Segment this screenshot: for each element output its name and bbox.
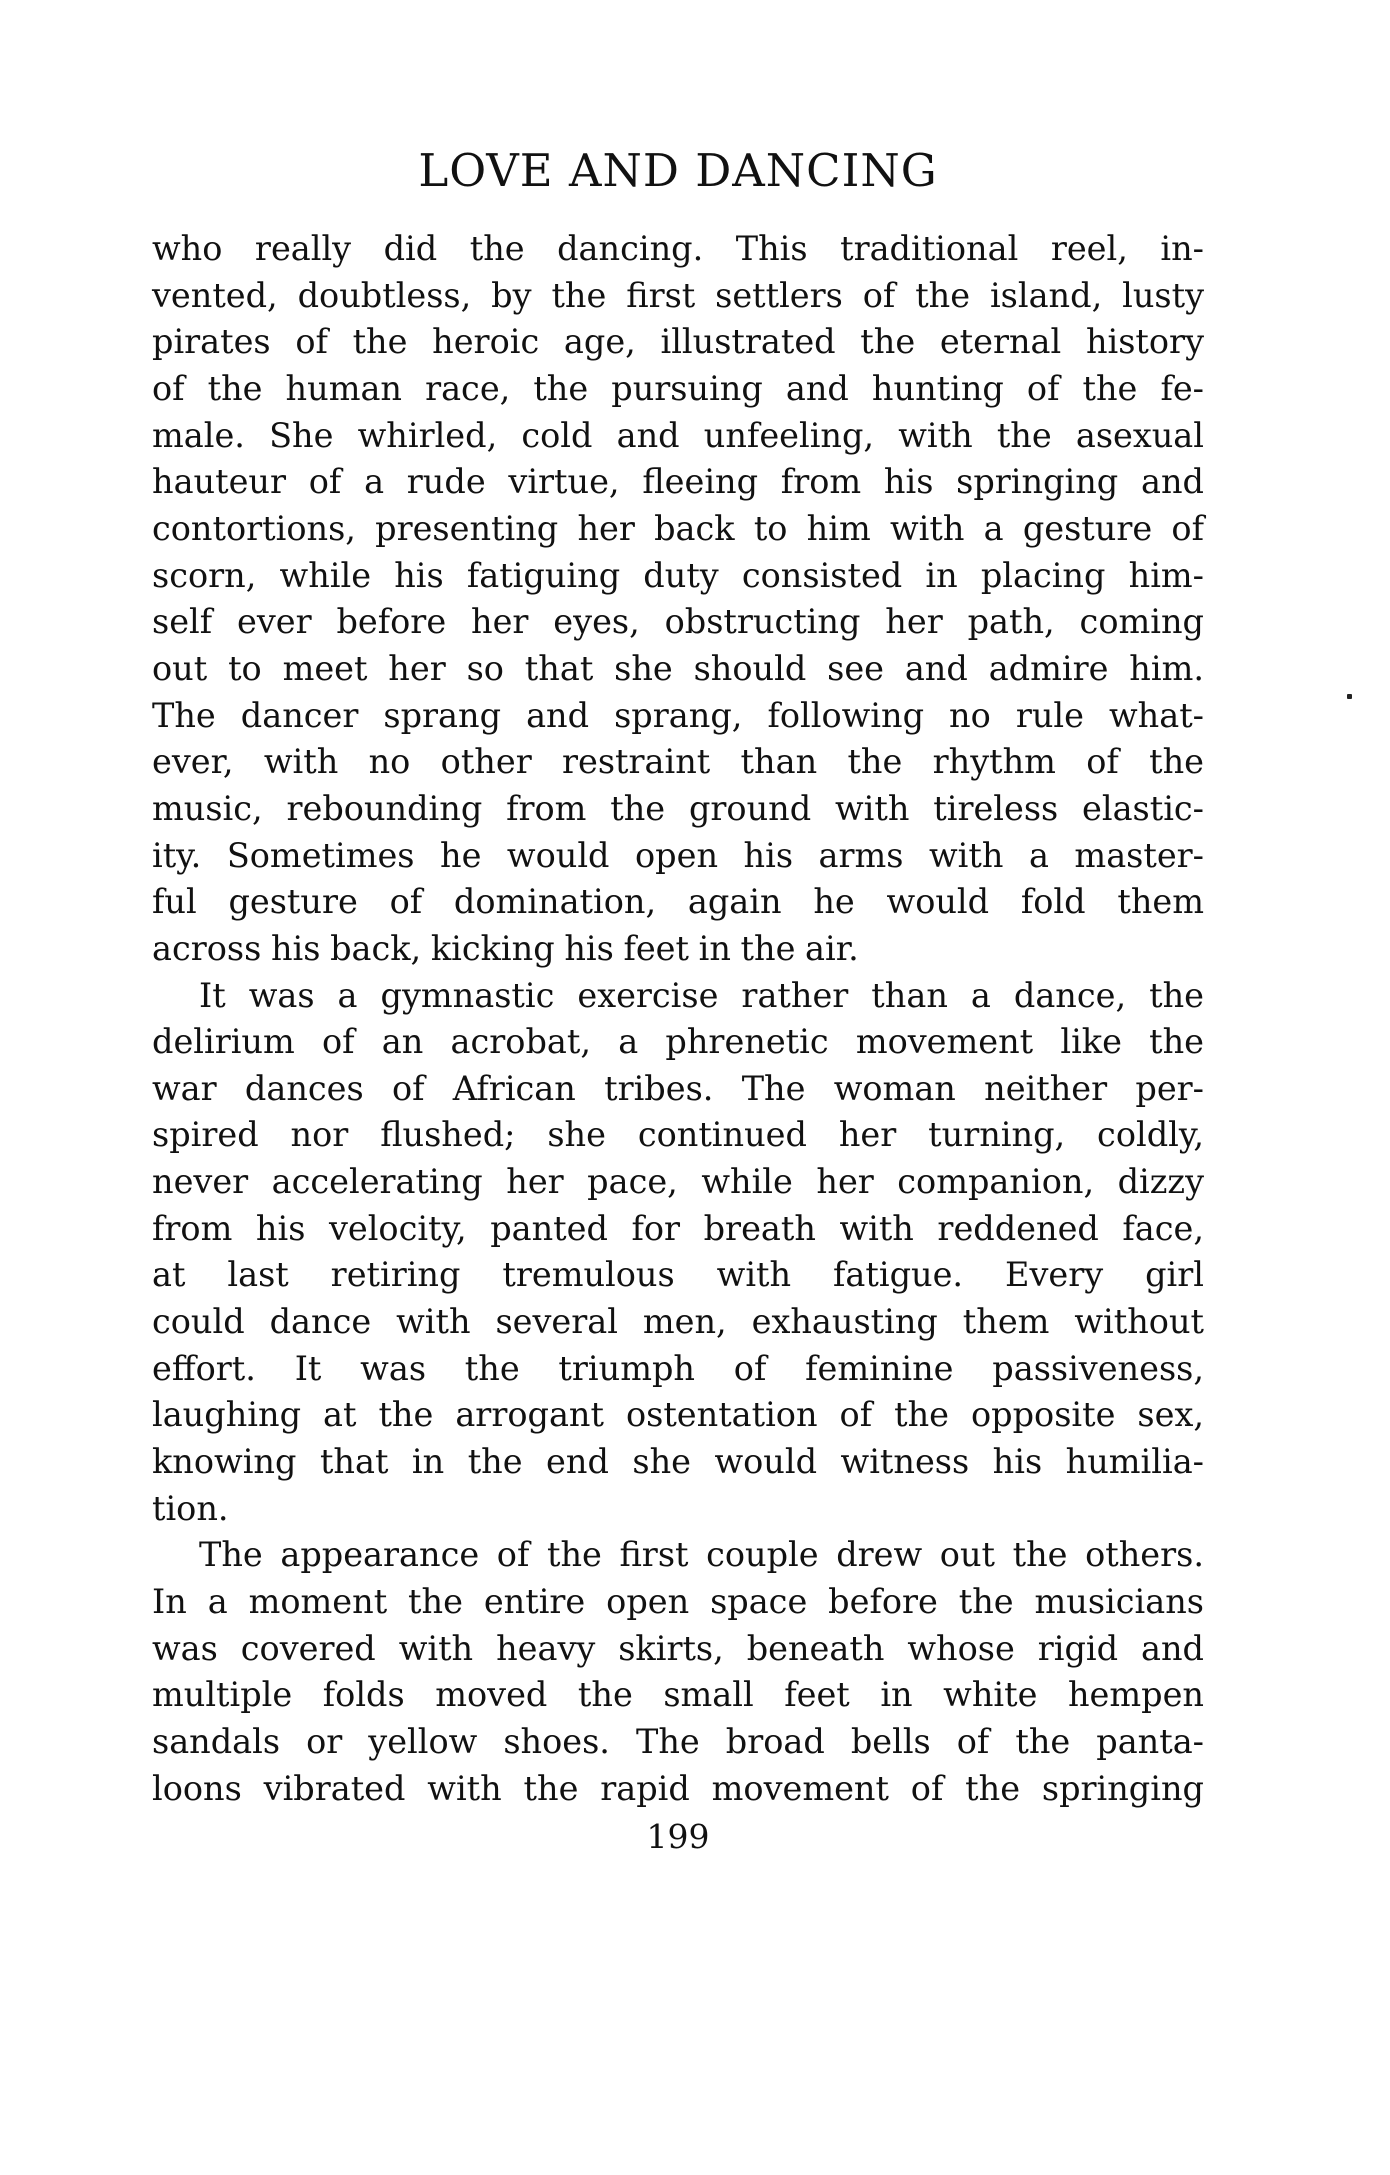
text-line: knowing that in the end she would witness his humilia- [152,1442,1204,1482]
text-line: pirates of the heroic age, illustrated the eternal history [152,322,1204,362]
text-line: effort. It was the triumph of feminine passiveness, [152,1348,1204,1388]
text-line: In a moment the entire open space before the musicians [152,1582,1204,1622]
text-line: delirium of an acrobat, a phrenetic movement like the [152,1022,1204,1062]
text-line: war dances of African tribes. The woman neither per- [152,1068,1204,1108]
text-line: hauteur of a rude virtue, fleeing from his springing and [152,462,1204,502]
text-line: scorn, while his fatiguing duty consisted in placing him- [152,555,1204,595]
text-line: The appearance of the first couple drew out the others. [199,1535,1204,1575]
text-line: vented, doubtless, by the first settlers of the island, lusty [152,275,1204,315]
text-line: multiple folds moved the small feet in white hempen [152,1675,1204,1715]
text-line: tion. [152,1488,229,1528]
text-line: of the human race, the pursuing and hunting of the fe- [152,368,1204,408]
text-line: across his back, kicking his feet in the air. [152,928,859,968]
running-head: LOVE AND DANCING [418,144,938,197]
text-line: sandals or yellow shoes. The broad bells of the panta- [152,1722,1204,1761]
paragraph [152,1532,1204,1812]
text-line: male. She whirled, cold and unfeeling, with the asexual [152,415,1204,455]
text-line: ity. Sometimes he would open his arms with a master- [152,835,1204,875]
text-line: self ever before her eyes, obstructing her path, coming [152,602,1204,642]
text-line: contortions, presenting her back to him with a gesture of [152,508,1204,548]
page-number: 199 [646,1817,710,1856]
text-line: The dancer sprang and sprang, following no rule what- [152,695,1204,735]
text-line: ever, with no other restraint than the rhythm of the [152,742,1204,782]
paragraph [152,973,1204,1533]
text-line: laughing at the arrogant ostentation of the opposite sex, [152,1395,1204,1435]
paragraph [152,226,1204,973]
text-line: never accelerating her pace, while her companion, dizzy [152,1162,1204,1202]
text-line: loons vibrated with the rapid movement of the springing [152,1768,1204,1808]
scan-speck [1347,694,1352,699]
text-line: ful gesture of domination, again he would fold them [152,882,1204,922]
text-line: was covered with heavy skirts, beneath whose rigid and [152,1628,1204,1668]
text-line: It was a gymnastic exercise rather than a dance, the [199,975,1204,1015]
text-line: who really did the dancing. This traditional reel, in- [152,229,1204,268]
text-line: out to meet her so that she should see and admire him. [152,648,1204,688]
text-line: could dance with several men, exhausting them without [152,1302,1204,1342]
text-line: at last retiring tremulous with fatigue. Every girl [152,1255,1204,1295]
text-line: from his velocity, panted for breath with reddened face, [152,1208,1204,1248]
body-text [152,226,1204,1812]
text-line: music, rebounding from the ground with tireless elastic- [152,788,1204,828]
text-line: spired nor flushed; she continued her turning, coldly, [152,1115,1204,1155]
